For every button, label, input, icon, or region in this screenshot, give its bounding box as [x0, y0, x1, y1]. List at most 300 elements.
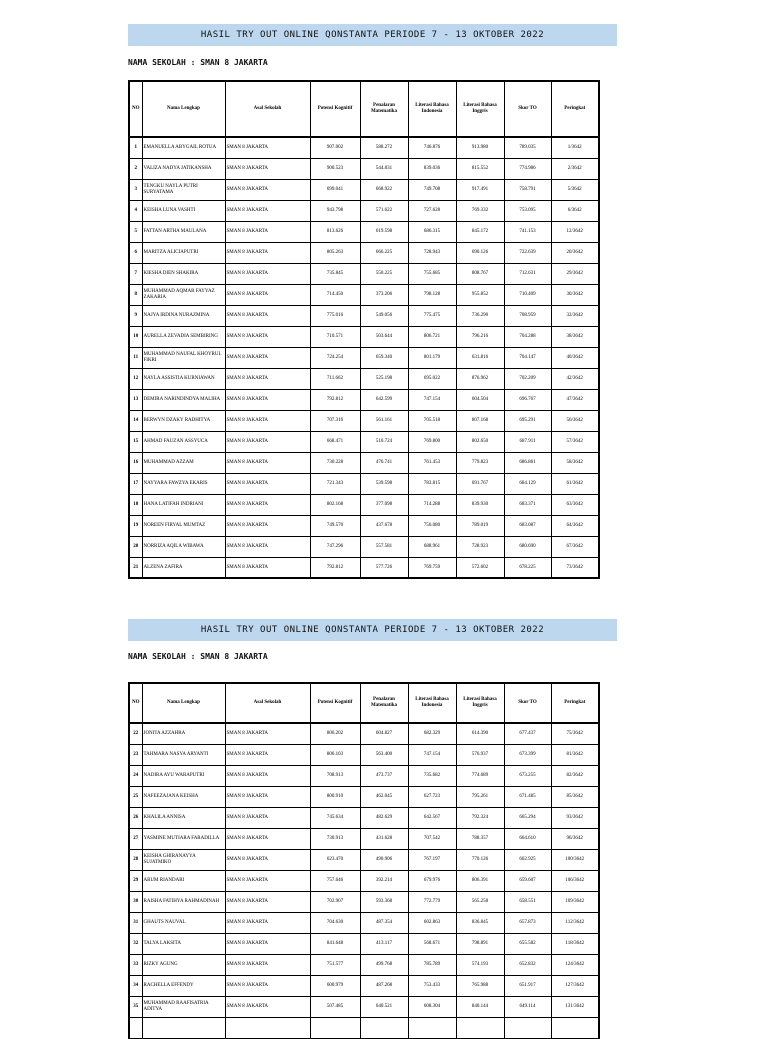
cell-potensi-kognitif: 730.913: [310, 828, 360, 849]
table-row: [129, 158, 599, 179]
cell-literasi-bahasa-inggris: 769.332: [456, 200, 504, 221]
cell-penalaran-matematika: 431.628: [360, 828, 408, 849]
cell-literasi-bahasa-inggris: 614.390: [456, 723, 504, 744]
cell-row-number: 35: [129, 996, 142, 1017]
cell-skor-to: 710.409: [504, 284, 551, 305]
cell-literasi-bahasa-indonesia: 747.154: [408, 389, 456, 410]
header-potensi-kognitif: Potensi Kognitif: [310, 81, 360, 137]
cell-peringkat: 63/3642: [551, 494, 599, 515]
cell-peringkat: 38/3642: [551, 326, 599, 347]
cell-skor-to: 686.861: [504, 452, 551, 473]
cell-row-number: 6: [129, 242, 142, 263]
cell-peringkat: 30/3642: [551, 284, 599, 305]
table-row: [129, 912, 599, 933]
cell-skor-to: 671.485: [504, 786, 551, 807]
cell-literasi-bahasa-inggris: 845.172: [456, 221, 504, 242]
cell-school: SMAN 8 JAKARTA: [225, 242, 310, 263]
cell-potensi-kognitif: 751.577: [310, 954, 360, 975]
cell-school: SMAN 8 JAKARTA: [225, 891, 310, 912]
cell-literasi-bahasa-inggris: 565.258: [456, 891, 504, 912]
cell-literasi-bahasa-indonesia: 798.128: [408, 284, 456, 305]
cell-potensi-kognitif: 702.907: [310, 891, 360, 912]
cell-row-number: 7: [129, 263, 142, 284]
cell-literasi-bahasa-indonesia: 707.542: [408, 828, 456, 849]
table-row: [129, 765, 599, 786]
cell-potensi-kognitif: 711.662: [310, 368, 360, 389]
results-table: [128, 682, 600, 1039]
cell-literasi-bahasa-inggris: 840.144: [456, 996, 504, 1017]
cell-penalaran-matematika: 549.056: [360, 305, 408, 326]
cell-potensi-kognitif: 943.798: [310, 200, 360, 221]
cell-school: SMAN 8 JAKARTA: [225, 452, 310, 473]
table-row: [129, 807, 599, 828]
cell-row-number: 13: [129, 389, 142, 410]
cell-student-name: VALIZA NADYA JATIKANSHA: [142, 158, 225, 179]
cell-school: SMAN 8 JAKARTA: [225, 263, 310, 284]
cell-potensi-kognitif: 704.630: [310, 912, 360, 933]
cell-school: SMAN 8 JAKARTA: [225, 494, 310, 515]
cell-penalaran-matematika: 499.768: [360, 954, 408, 975]
cell-potensi-kognitif: [310, 1017, 360, 1038]
cell-potensi-kognitif: 707.316: [310, 410, 360, 431]
cell-literasi-bahasa-indonesia: [408, 1017, 456, 1038]
cell-school: SMAN 8 JAKARTA: [225, 849, 310, 870]
table-row: [129, 263, 599, 284]
cell-student-name: KEISHA GHIRANAYYA SUJATMIKO: [142, 849, 225, 870]
cell-penalaran-matematika: 462.045: [360, 786, 408, 807]
cell-row-number: 10: [129, 326, 142, 347]
cell-student-name: KHALILA ANNISA: [142, 807, 225, 828]
cell-peringkat: 112/3642: [551, 912, 599, 933]
cell-school: SMAN 8 JAKARTA: [225, 473, 310, 494]
cell-peringkat: 5/3642: [551, 179, 599, 200]
table-row: [129, 975, 599, 996]
cell-literasi-bahasa-inggris: [456, 1017, 504, 1038]
cell-skor-to: 741.153: [504, 221, 551, 242]
cell-student-name: TENGKU NAYLA PUTRI SURYATAMA: [142, 179, 225, 200]
cell-penalaran-matematika: 593.368: [360, 891, 408, 912]
cell-penalaran-matematika: 487.354: [360, 912, 408, 933]
cell-literasi-bahasa-indonesia: 627.723: [408, 786, 456, 807]
cell-skor-to: 683.087: [504, 515, 551, 536]
cell-potensi-kognitif: 805.263: [310, 242, 360, 263]
cell-peringkat: 57/3642: [551, 431, 599, 452]
cell-student-name: RIZKY AGUNG: [142, 954, 225, 975]
cell-penalaran-matematika: 490.906: [360, 849, 408, 870]
cell-literasi-bahasa-inggris: 802.650: [456, 431, 504, 452]
cell-penalaran-matematika: 577.726: [360, 557, 408, 578]
header-literasi-bahasa-indonesia: Literasi Bahasa Indonesia: [408, 81, 456, 137]
cell-student-name: NOREEN FIRYAL MUMTAZ: [142, 515, 225, 536]
table-row: [129, 1017, 599, 1038]
cell-peringkat: 64/3642: [551, 515, 599, 536]
cell-student-name: RAISHA FATIHYA RAHMADINAH: [142, 891, 225, 912]
cell-literasi-bahasa-indonesia: 746.876: [408, 137, 456, 158]
cell-penalaran-matematika: 563.400: [360, 744, 408, 765]
cell-penalaran-matematika: 487.268: [360, 975, 408, 996]
cell-skor-to: 696.767: [504, 389, 551, 410]
cell-student-name: RACHELLA EFFENDY: [142, 975, 225, 996]
table-row: [129, 891, 599, 912]
cell-skor-to: 678.225: [504, 557, 551, 578]
cell-student-name: EMANUELLA ABYGAIL ROTUA: [142, 137, 225, 158]
cell-penalaran-matematika: 561.161: [360, 410, 408, 431]
cell-row-number: 21: [129, 557, 142, 578]
header-skor-to: Skor TO: [504, 81, 551, 137]
table-row: [129, 494, 599, 515]
cell-row-number: 4: [129, 200, 142, 221]
header-row-number: NO: [129, 683, 142, 723]
cell-row-number: 2: [129, 158, 142, 179]
cell-skor-to: 695.291: [504, 410, 551, 431]
table-row: [129, 473, 599, 494]
cell-school: SMAN 8 JAKARTA: [225, 179, 310, 200]
cell-peringkat: 82/3642: [551, 765, 599, 786]
table-row: [129, 452, 599, 473]
cell-penalaran-matematika: 413.117: [360, 933, 408, 954]
cell-peringkat: 127/3642: [551, 975, 599, 996]
cell-school: SMAN 8 JAKARTA: [225, 536, 310, 557]
cell-school: SMAN 8 JAKARTA: [225, 996, 310, 1017]
cell-penalaran-matematika: 525.198: [360, 368, 408, 389]
table-row: [129, 242, 599, 263]
cell-penalaran-matematika: 539.598: [360, 473, 408, 494]
table-row: [129, 410, 599, 431]
header-penalaran-matematika: Penalaran Matematika: [360, 683, 408, 723]
cell-student-name: NAYYARA FAWZYA EKARIS: [142, 473, 225, 494]
cell-literasi-bahasa-indonesia: 714.288: [408, 494, 456, 515]
cell-literasi-bahasa-inggris: 917.491: [456, 179, 504, 200]
table-row: [129, 536, 599, 557]
cell-school: SMAN 8 JAKARTA: [225, 389, 310, 410]
cell-row-number: 19: [129, 515, 142, 536]
cell-peringkat: 61/3642: [551, 473, 599, 494]
cell-student-name: MUHAMMAD AQMAR FAYYAZ ZAKARIA: [142, 284, 225, 305]
cell-peringkat: 81/3642: [551, 744, 599, 765]
cell-student-name: AHMAD FAUZAN ASSYUCA: [142, 431, 225, 452]
cell-potensi-kognitif: 714.450: [310, 284, 360, 305]
cell-potensi-kognitif: 813.626: [310, 221, 360, 242]
cell-literasi-bahasa-indonesia: 753.433: [408, 975, 456, 996]
cell-student-name: NADIRA AYU WARAPUTRI: [142, 765, 225, 786]
school-name-line: NAMA SEKOLAH : SMAN 8 JAKARTA: [128, 58, 268, 67]
cell-penalaran-matematika: 503.644: [360, 326, 408, 347]
cell-potensi-kognitif: 745.634: [310, 807, 360, 828]
cell-skor-to: 651.917: [504, 975, 551, 996]
cell-literasi-bahasa-indonesia: 679.976: [408, 870, 456, 891]
cell-skor-to: 680.690: [504, 536, 551, 557]
cell-potensi-kognitif: 900.523: [310, 158, 360, 179]
cell-skor-to: 704.288: [504, 326, 551, 347]
cell-skor-to: 712.631: [504, 263, 551, 284]
cell-row-number: 28: [129, 849, 142, 870]
cell-penalaran-matematika: [360, 1017, 408, 1038]
cell-row-number: 34: [129, 975, 142, 996]
header-literasi-bahasa-indonesia: Literasi Bahasa Indonesia: [408, 683, 456, 723]
cell-literasi-bahasa-indonesia: 705.518: [408, 410, 456, 431]
cell-potensi-kognitif: 721.343: [310, 473, 360, 494]
cell-skor-to: 649.114: [504, 996, 551, 1017]
cell-literasi-bahasa-inggris: 765.988: [456, 975, 504, 996]
cell-student-name: NAJYA IRDINA NURAZMINA: [142, 305, 225, 326]
cell-potensi-kognitif: 710.571: [310, 326, 360, 347]
cell-literasi-bahasa-inggris: 770.126: [456, 849, 504, 870]
cell-student-name: HANA LATIFAH INDRIANI: [142, 494, 225, 515]
cell-school: SMAN 8 JAKARTA: [225, 305, 310, 326]
cell-potensi-kognitif: 841.648: [310, 933, 360, 954]
cell-row-number: 12: [129, 368, 142, 389]
cell-literasi-bahasa-inggris: 792.324: [456, 807, 504, 828]
report-banner: HASIL TRY OUT ONLINE QONSTANTA PERIODE 7 - 13 OKTOBER 2022: [128, 619, 617, 641]
cell-skor-to: 658.551: [504, 891, 551, 912]
cell-school: SMAN 8 JAKARTA: [225, 326, 310, 347]
cell-row-number: 22: [129, 723, 142, 744]
cell-school: SMAN 8 JAKARTA: [225, 557, 310, 578]
cell-student-name: MARITZA ALICIAPUTRI: [142, 242, 225, 263]
cell-literasi-bahasa-inggris: 736.290: [456, 305, 504, 326]
cell-peringkat: 100/3642: [551, 849, 599, 870]
cell-literasi-bahasa-inggris: 728.923: [456, 536, 504, 557]
cell-skor-to: 683.371: [504, 494, 551, 515]
cell-student-name: MUHAMMAD NAUFAL KHOYRUL FIKRI: [142, 347, 225, 368]
cell-potensi-kognitif: 775.016: [310, 305, 360, 326]
cell-peringkat: 29/3642: [551, 263, 599, 284]
cell-student-name: NAFEEZAJANA KEISHA: [142, 786, 225, 807]
table-row: [129, 179, 599, 200]
cell-literasi-bahasa-inggris: 789.019: [456, 515, 504, 536]
cell-student-name: ARUM RIANDARI: [142, 870, 225, 891]
cell-literasi-bahasa-inggris: 806.391: [456, 870, 504, 891]
cell-potensi-kognitif: 600.979: [310, 975, 360, 996]
cell-literasi-bahasa-indonesia: 769.800: [408, 431, 456, 452]
cell-student-name: [142, 1017, 225, 1038]
cell-skor-to: 774.986: [504, 158, 551, 179]
cell-literasi-bahasa-inggris: 815.552: [456, 158, 504, 179]
cell-skor-to: 702.209: [504, 368, 551, 389]
cell-peringkat: [551, 1017, 599, 1038]
cell-literasi-bahasa-indonesia: 735.682: [408, 765, 456, 786]
cell-school: SMAN 8 JAKARTA: [225, 933, 310, 954]
cell-school: SMAN 8 JAKARTA: [225, 284, 310, 305]
cell-literasi-bahasa-inggris: 876.962: [456, 368, 504, 389]
cell-student-name: MUHAMMAD AZZAM: [142, 452, 225, 473]
cell-potensi-kognitif: 708.913: [310, 765, 360, 786]
cell-student-name: NORRIZA AQILA WIBAWA: [142, 536, 225, 557]
cell-literasi-bahasa-inggris: 691.767: [456, 473, 504, 494]
header-peringkat: Peringkat: [551, 81, 599, 137]
cell-school: SMAN 8 JAKARTA: [225, 975, 310, 996]
cell-peringkat: 47/3642: [551, 389, 599, 410]
cell-peringkat: 50/3642: [551, 410, 599, 431]
cell-penalaran-matematika: 619.598: [360, 221, 408, 242]
cell-peringkat: 85/3642: [551, 786, 599, 807]
table-row: [129, 284, 599, 305]
cell-penalaran-matematika: 604.827: [360, 723, 408, 744]
cell-penalaran-matematika: 476.741: [360, 452, 408, 473]
cell-literasi-bahasa-indonesia: 728.943: [408, 242, 456, 263]
cell-penalaran-matematika: 473.737: [360, 765, 408, 786]
table-row: [129, 368, 599, 389]
cell-row-number: 27: [129, 828, 142, 849]
cell-school: SMAN 8 JAKARTA: [225, 431, 310, 452]
cell-student-name: KIESHA DIEN SHAKIRA: [142, 263, 225, 284]
cell-potensi-kognitif: 757.646: [310, 870, 360, 891]
table-row: [129, 515, 599, 536]
cell-peringkat: 1/3642: [551, 137, 599, 158]
cell-penalaran-matematika: 437.678: [360, 515, 408, 536]
cell-penalaran-matematika: 666.225: [360, 242, 408, 263]
cell-literasi-bahasa-inggris: 796.216: [456, 326, 504, 347]
cell-skor-to: 664.610: [504, 828, 551, 849]
cell-literasi-bahasa-indonesia: 772.779: [408, 891, 456, 912]
cell-student-name: ALZENA ZAFIRA: [142, 557, 225, 578]
cell-student-name: MUHAMMAD RAAFISATRIA ADITYA: [142, 996, 225, 1017]
cell-peringkat: 75/3642: [551, 723, 599, 744]
cell-student-name: AURELLA ZEVADIA SEMBIRING: [142, 326, 225, 347]
cell-row-number: 9: [129, 305, 142, 326]
cell-penalaran-matematika: 640.521: [360, 996, 408, 1017]
cell-literasi-bahasa-inggris: 839.930: [456, 494, 504, 515]
cell-skor-to: 687.911: [504, 431, 551, 452]
cell-school: SMAN 8 JAKARTA: [225, 954, 310, 975]
cell-row-number: 20: [129, 536, 142, 557]
table-row: [129, 723, 599, 744]
table-row: [129, 786, 599, 807]
cell-peringkat: 124/3642: [551, 954, 599, 975]
header-student-name: Nama Lengkap: [142, 683, 225, 723]
results-table: [128, 80, 600, 579]
cell-penalaran-matematika: 668.922: [360, 179, 408, 200]
header-school: Asal Sekolah: [225, 683, 310, 723]
cell-skor-to: 684.129: [504, 473, 551, 494]
cell-literasi-bahasa-inggris: 788.357: [456, 828, 504, 849]
cell-skor-to: 753.095: [504, 200, 551, 221]
cell-literasi-bahasa-inggris: 690.126: [456, 242, 504, 263]
table-row: [129, 431, 599, 452]
cell-penalaran-matematika: 642.599: [360, 389, 408, 410]
header-row-number: NO: [129, 81, 142, 137]
cell-school: SMAN 8 JAKARTA: [225, 221, 310, 242]
cell-peringkat: 96/3642: [551, 828, 599, 849]
cell-literasi-bahasa-indonesia: 756.080: [408, 515, 456, 536]
table-row: [129, 305, 599, 326]
table-row: [129, 954, 599, 975]
cell-row-number: 17: [129, 473, 142, 494]
cell-penalaran-matematika: 588.272: [360, 137, 408, 158]
cell-row-number: 18: [129, 494, 142, 515]
cell-penalaran-matematika: 510.724: [360, 431, 408, 452]
table-row: [129, 137, 599, 158]
cell-school: SMAN 8 JAKARTA: [225, 347, 310, 368]
cell-potensi-kognitif: 806.202: [310, 723, 360, 744]
cell-peringkat: 109/3642: [551, 891, 599, 912]
cell-penalaran-matematika: 482.629: [360, 807, 408, 828]
cell-student-name: TAHMARA NASYA ARYANTI: [142, 744, 225, 765]
header-peringkat: Peringkat: [551, 683, 599, 723]
cell-literasi-bahasa-indonesia: 747.154: [408, 744, 456, 765]
table-row: [129, 870, 599, 891]
cell-literasi-bahasa-inggris: 576.937: [456, 744, 504, 765]
cell-literasi-bahasa-indonesia: 839.036: [408, 158, 456, 179]
table-row: [129, 557, 599, 578]
cell-skor-to: 665.294: [504, 807, 551, 828]
cell-peringkat: 12/3642: [551, 221, 599, 242]
cell-literasi-bahasa-indonesia: 682.329: [408, 723, 456, 744]
cell-penalaran-matematika: 571.622: [360, 200, 408, 221]
cell-skor-to: 659.607: [504, 870, 551, 891]
cell-student-name: NAYLA ASSISTIA KURNIAWAN: [142, 368, 225, 389]
cell-skor-to: [504, 1017, 551, 1038]
cell-peringkat: 118/3642: [551, 933, 599, 954]
cell-potensi-kognitif: 724.254: [310, 347, 360, 368]
cell-penalaran-matematika: 392.214: [360, 870, 408, 891]
cell-penalaran-matematika: 550.225: [360, 263, 408, 284]
cell-row-number: 24: [129, 765, 142, 786]
header-student-name: Nama Lengkap: [142, 81, 225, 137]
table-row: [129, 828, 599, 849]
cell-literasi-bahasa-indonesia: 749.708: [408, 179, 456, 200]
cell-student-name: JONITA AZZAHRA: [142, 723, 225, 744]
cell-peringkat: 42/3642: [551, 368, 599, 389]
cell-literasi-bahasa-indonesia: 785.789: [408, 954, 456, 975]
cell-school: SMAN 8 JAKARTA: [225, 765, 310, 786]
cell-literasi-bahasa-indonesia: 688.961: [408, 536, 456, 557]
cell-potensi-kognitif: 806.103: [310, 744, 360, 765]
cell-penalaran-matematika: 544.831: [360, 158, 408, 179]
cell-school: SMAN 8 JAKARTA: [225, 828, 310, 849]
cell-row-number: 26: [129, 807, 142, 828]
cell-school: SMAN 8 JAKARTA: [225, 200, 310, 221]
cell-school: SMAN 8 JAKARTA: [225, 137, 310, 158]
cell-literasi-bahasa-inggris: 774.689: [456, 765, 504, 786]
header-literasi-bahasa-inggris: Literasi Bahasa Inggris: [456, 81, 504, 137]
cell-row-number: 11: [129, 347, 142, 368]
cell-skor-to: 708.959: [504, 305, 551, 326]
cell-skor-to: 722.639: [504, 242, 551, 263]
cell-school: SMAN 8 JAKARTA: [225, 744, 310, 765]
cell-row-number: 32: [129, 933, 142, 954]
cell-literasi-bahasa-indonesia: 608.304: [408, 996, 456, 1017]
cell-potensi-kognitif: 802.168: [310, 494, 360, 515]
cell-literasi-bahasa-inggris: 798.891: [456, 933, 504, 954]
cell-literasi-bahasa-indonesia: 695.022: [408, 368, 456, 389]
table-row: [129, 347, 599, 368]
cell-school: SMAN 8 JAKARTA: [225, 807, 310, 828]
cell-literasi-bahasa-inggris: 631.816: [456, 347, 504, 368]
header-skor-to: Skor TO: [504, 683, 551, 723]
cell-row-number: 30: [129, 891, 142, 912]
cell-student-name: FATTAN ARTHA MAULANA: [142, 221, 225, 242]
cell-row-number: 31: [129, 912, 142, 933]
table-row: [129, 221, 599, 242]
cell-peringkat: 106/3642: [551, 870, 599, 891]
cell-literasi-bahasa-inggris: 572.602: [456, 557, 504, 578]
cell-student-name: TALYA LAKSITA: [142, 933, 225, 954]
cell-school: SMAN 8 JAKARTA: [225, 723, 310, 744]
cell-row-number: 8: [129, 284, 142, 305]
cell-literasi-bahasa-inggris: 913.980: [456, 137, 504, 158]
table-row: [129, 996, 599, 1017]
cell-potensi-kognitif: 623.470: [310, 849, 360, 870]
cell-potensi-kognitif: 792.812: [310, 557, 360, 578]
cell-peringkat: 32/3642: [551, 305, 599, 326]
cell-school: SMAN 8 JAKARTA: [225, 158, 310, 179]
cell-literasi-bahasa-inggris: 795.261: [456, 786, 504, 807]
cell-school: SMAN 8 JAKARTA: [225, 368, 310, 389]
cell-potensi-kognitif: 730.228: [310, 452, 360, 473]
table-row: [129, 933, 599, 954]
cell-potensi-kognitif: 507.485: [310, 996, 360, 1017]
